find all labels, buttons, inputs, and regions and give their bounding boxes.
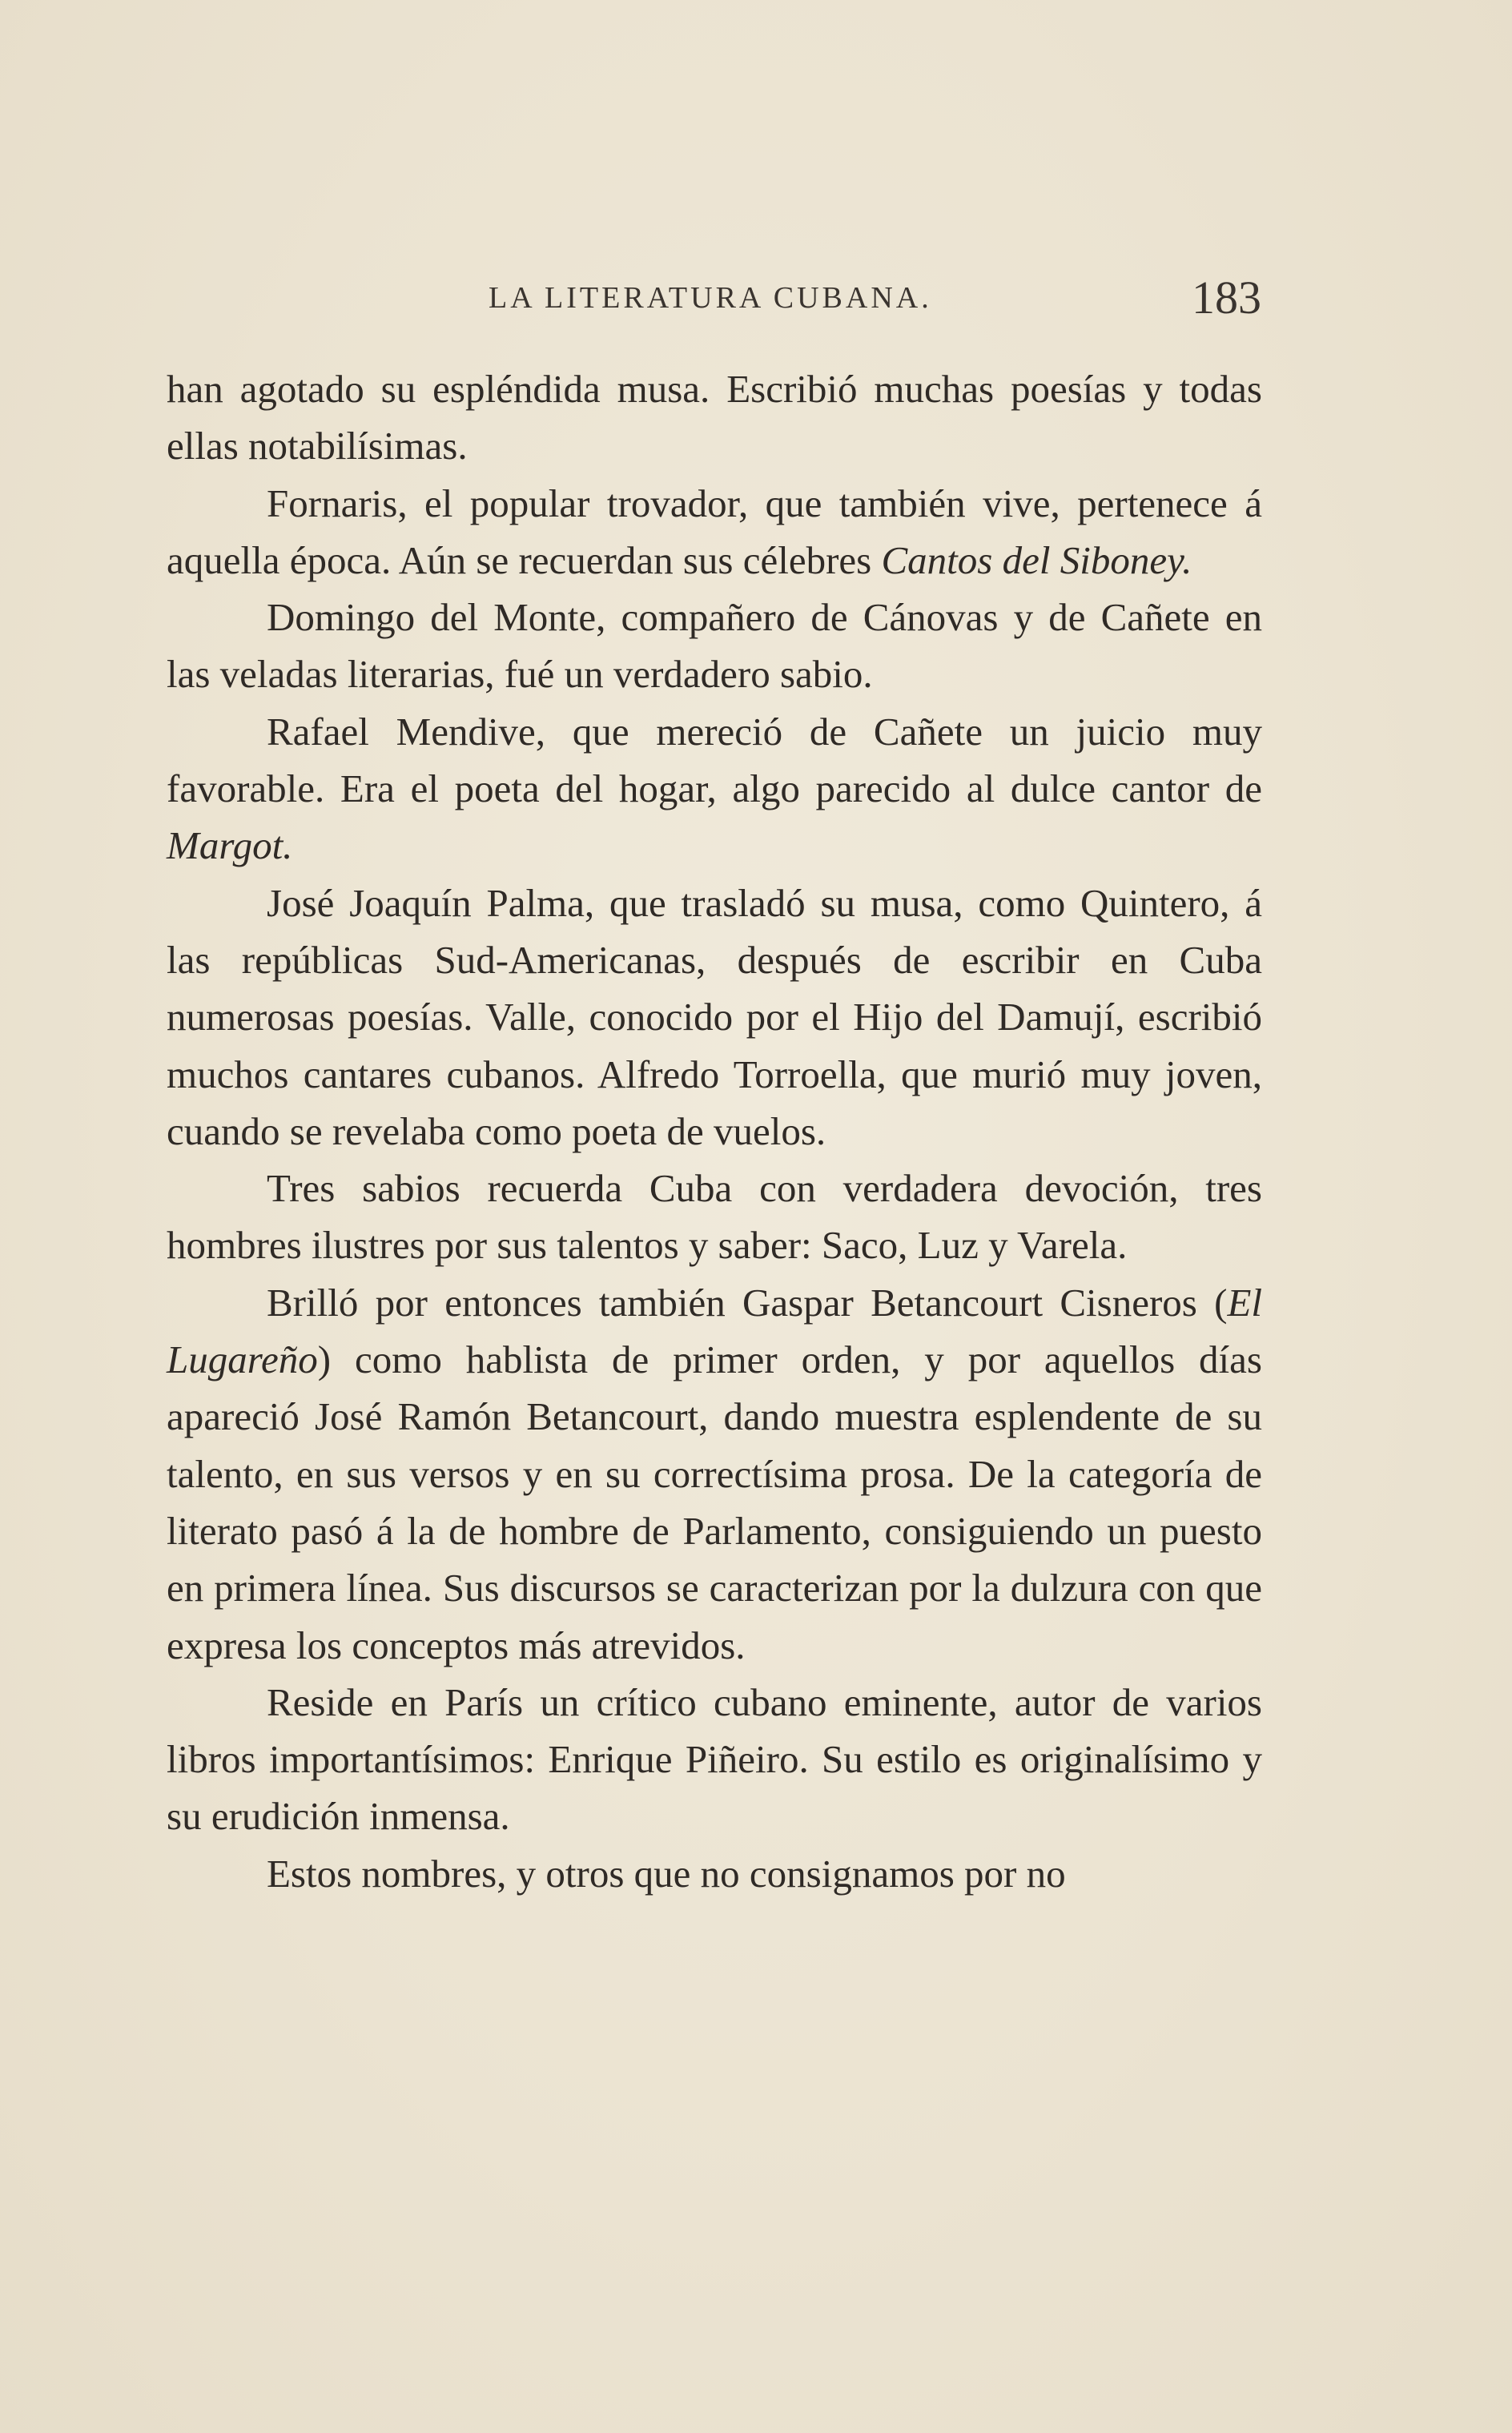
paragraph	[167, 1160, 1262, 1274]
text-segment: han agotado su espléndida musa. Escribió muchas poesías y todas ellas notabilísimas.	[167, 367, 1262, 469]
text-segment: Fornaris, el popular trovador, que también vive, pertenece á aquella época. Aún se recuerdan sus célebres	[167, 481, 1262, 582]
text-segment: Estos nombres, y otros que no consignamos por no	[267, 1851, 1066, 1896]
text-segment: Rafael Mendive, que mereció de Cañete un juicio muy favorable. Era el poeta del hogar, algo parecido al dulce cantor de	[167, 709, 1262, 811]
page-header	[168, 264, 1261, 336]
body-text	[167, 360, 1262, 1902]
text-segment: Brilló por entonces también Gaspar Betancourt Cisneros (	[267, 1280, 1228, 1325]
text-segment: Tres sabios recuerda Cuba con verdadera devoción, tres hombres ilustres por sus talentos y saber: Saco, Luz y Varela.	[167, 1166, 1262, 1268]
paragraph	[167, 360, 1262, 475]
italic-title: Cantos del Siboney.	[881, 537, 1192, 582]
text-segment: Reside en París un crítico cubano eminente, autor de varios libros importantísimos: Enrique Piñeiro. Su estilo es originalísimo y su erudición inmensa.	[167, 1679, 1262, 1839]
italic-title: Margot.	[167, 823, 293, 868]
italic-title: El Lugareño	[167, 1280, 1262, 1382]
paragraph	[167, 475, 1262, 589]
page-number: 183	[1192, 271, 1261, 324]
paragraph	[167, 1674, 1262, 1845]
text-segment: Domingo del Monte, compañero de Cánovas y de Cañete en las veladas literarias, fué un verdadero sabio.	[167, 595, 1262, 697]
paragraph	[167, 1274, 1262, 1674]
running-title: LA LITERATURA CUBANA.	[489, 281, 932, 315]
paragraph	[167, 589, 1262, 703]
paragraph	[167, 1845, 1262, 1902]
text-segment: ) como hablista de primer orden, y por aquellos días apareció José Ramón Betancourt, dando muestra esplendente de su talento, en sus versos y en su correctísima prosa. De la categoría de literato pasó á la de hombre de Parlamento, consiguiendo un puesto en primera línea. Sus discursos se caracterizan por la dulzura con que expresa los conceptos más atrevidos.	[167, 1337, 1262, 1667]
paragraph	[167, 875, 1262, 1160]
text-segment: José Joaquín Palma, que trasladó su musa, como Quintero, á las repúblicas Sud-Americanas, después de escribir en Cuba numerosas poesías. Valle, conocido por el Hijo del Damují, escribió muchos cantares cubanos. Alfredo Torroella, que murió muy joven, cuando se revelaba como poeta de vuelos.	[167, 880, 1262, 1153]
paragraph	[167, 703, 1262, 875]
